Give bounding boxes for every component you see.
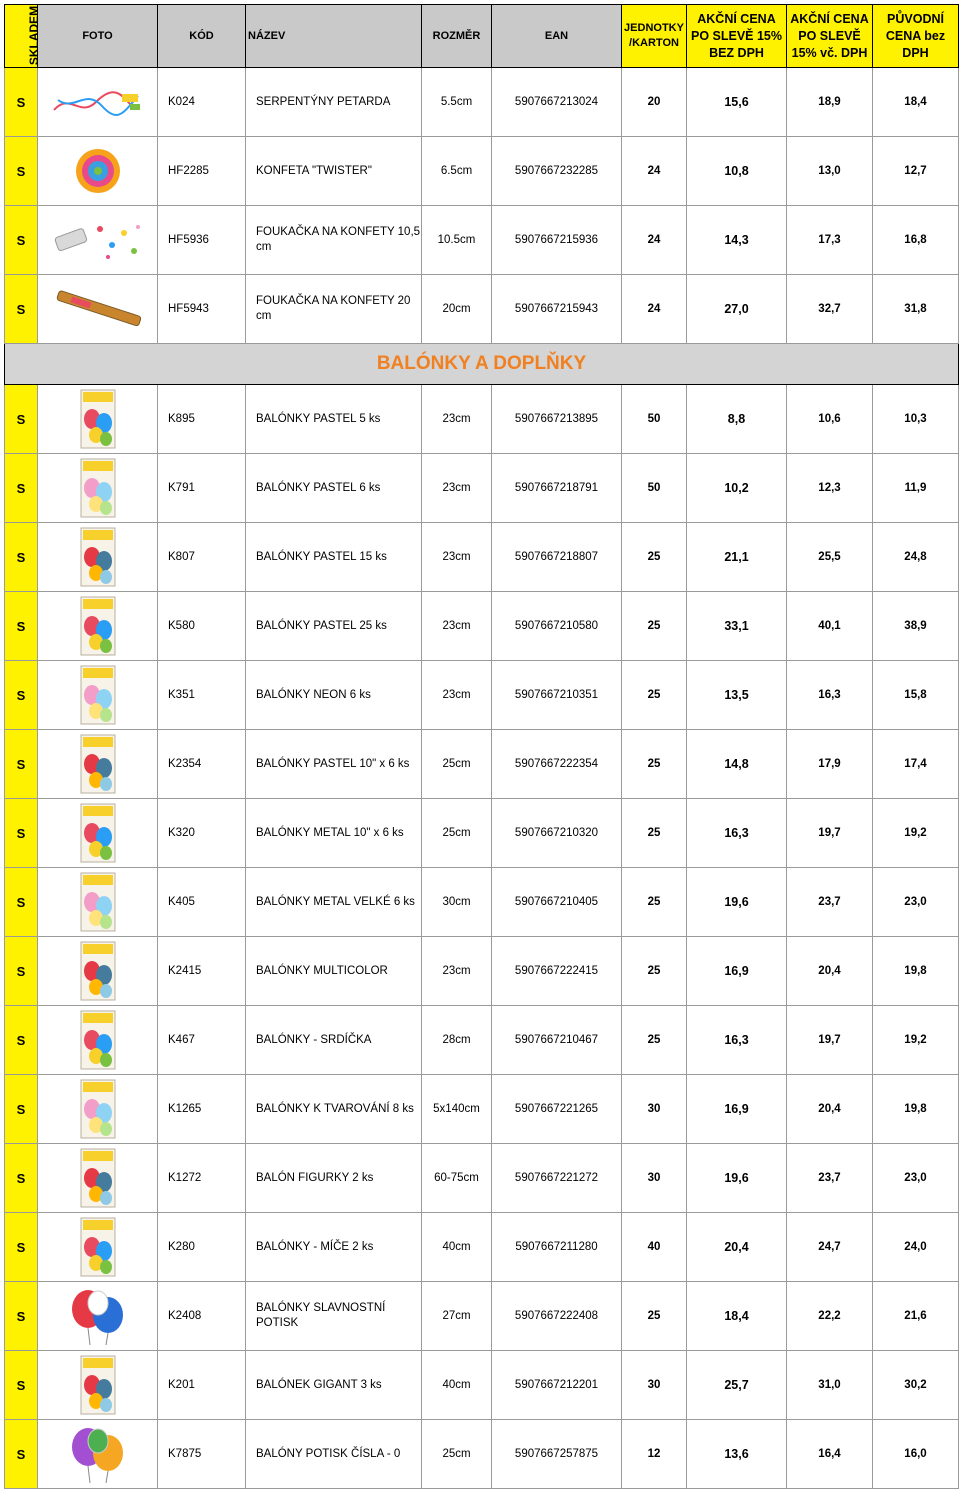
product-row bbox=[5, 68, 959, 137]
product-code: HF2285 bbox=[158, 137, 246, 206]
units-per-carton: 25 bbox=[622, 868, 687, 937]
original-price: 19,2 bbox=[873, 799, 959, 868]
product-code: K895 bbox=[158, 385, 246, 454]
product-photo bbox=[38, 1075, 158, 1144]
giant-balloon-pack-photo bbox=[38, 1355, 157, 1415]
product-photo bbox=[38, 385, 158, 454]
header-promo-inc-vat: AKČNÍ CENA PO SLEVĚ 15% vč. DPH bbox=[787, 5, 873, 68]
stock-cell: S bbox=[5, 137, 38, 206]
balloon-pack-photo bbox=[38, 389, 157, 449]
product-row bbox=[5, 454, 959, 523]
stock-cell: S bbox=[5, 1282, 38, 1351]
promo-price-ex-vat: 14,8 bbox=[687, 730, 787, 799]
promo-price-ex-vat: 19,6 bbox=[687, 868, 787, 937]
product-row bbox=[5, 1144, 959, 1213]
product-code: HF5936 bbox=[158, 206, 246, 275]
promo-price-ex-vat: 25,7 bbox=[687, 1351, 787, 1420]
product-name: KONFETA "TWISTER" bbox=[246, 137, 422, 206]
stock-cell: S bbox=[5, 1075, 38, 1144]
stock-cell: S bbox=[5, 661, 38, 730]
units-per-carton: 25 bbox=[622, 799, 687, 868]
serpentine-photo bbox=[38, 82, 157, 122]
product-ean: 5907667215936 bbox=[492, 206, 622, 275]
product-photo bbox=[38, 68, 158, 137]
product-code: K280 bbox=[158, 1213, 246, 1282]
product-code: K351 bbox=[158, 661, 246, 730]
product-code: K405 bbox=[158, 868, 246, 937]
promo-price-ex-vat: 16,3 bbox=[687, 1006, 787, 1075]
product-row bbox=[5, 799, 959, 868]
product-photo bbox=[38, 1351, 158, 1420]
product-photo bbox=[38, 937, 158, 1006]
promo-price-inc-vat: 16,3 bbox=[787, 661, 873, 730]
stock-cell: S bbox=[5, 68, 38, 137]
original-price: 11,9 bbox=[873, 454, 959, 523]
product-ean: 5907667221272 bbox=[492, 1144, 622, 1213]
ball-balloon-pack-photo bbox=[38, 1217, 157, 1277]
units-per-carton: 30 bbox=[622, 1351, 687, 1420]
stock-cell: S bbox=[5, 937, 38, 1006]
product-size: 27cm bbox=[422, 1282, 492, 1351]
product-size: 6.5cm bbox=[422, 137, 492, 206]
product-row bbox=[5, 1006, 959, 1075]
product-row bbox=[5, 937, 959, 1006]
original-price: 18,4 bbox=[873, 68, 959, 137]
balloon-pack-photo bbox=[38, 596, 157, 656]
stock-cell: S bbox=[5, 730, 38, 799]
product-name: BALÓNKY MULTICOLOR bbox=[246, 937, 422, 1006]
promo-price-ex-vat: 10,2 bbox=[687, 454, 787, 523]
product-code: K201 bbox=[158, 1351, 246, 1420]
units-per-carton: 25 bbox=[622, 730, 687, 799]
promo-price-inc-vat: 16,4 bbox=[787, 1420, 873, 1489]
balloon-pack-photo bbox=[38, 872, 157, 932]
original-price: 10,3 bbox=[873, 385, 959, 454]
original-price: 19,8 bbox=[873, 937, 959, 1006]
units-per-carton: 40 bbox=[622, 1213, 687, 1282]
product-photo bbox=[38, 799, 158, 868]
units-per-carton: 20 bbox=[622, 68, 687, 137]
product-row bbox=[5, 1420, 959, 1489]
product-size: 25cm bbox=[422, 799, 492, 868]
printed-balloons-photo bbox=[38, 1285, 157, 1347]
product-ean: 5907667222408 bbox=[492, 1282, 622, 1351]
promo-price-ex-vat: 16,3 bbox=[687, 799, 787, 868]
promo-price-ex-vat: 14,3 bbox=[687, 206, 787, 275]
product-size: 25cm bbox=[422, 1420, 492, 1489]
product-name: BALÓNKY PASTEL 5 ks bbox=[246, 385, 422, 454]
units-per-carton: 30 bbox=[622, 1075, 687, 1144]
header-photo: FOTO bbox=[38, 5, 158, 68]
product-code: K1272 bbox=[158, 1144, 246, 1213]
promo-price-inc-vat: 40,1 bbox=[787, 592, 873, 661]
stock-cell: S bbox=[5, 592, 38, 661]
promo-price-ex-vat: 15,6 bbox=[687, 68, 787, 137]
stock-cell: S bbox=[5, 1213, 38, 1282]
product-photo bbox=[38, 275, 158, 344]
product-name: BALÓNKY PASTEL 15 ks bbox=[246, 523, 422, 592]
units-per-carton: 24 bbox=[622, 137, 687, 206]
product-name: BALÓNKY SLAVNOSTNÍ POTISK bbox=[246, 1282, 422, 1351]
product-photo bbox=[38, 523, 158, 592]
product-ean: 5907667211280 bbox=[492, 1213, 622, 1282]
promo-price-ex-vat: 33,1 bbox=[687, 592, 787, 661]
original-price: 16,8 bbox=[873, 206, 959, 275]
product-name: FOUKAČKA NA KONFETY 20 cm bbox=[246, 275, 422, 344]
promo-price-ex-vat: 21,1 bbox=[687, 523, 787, 592]
product-size: 5.5cm bbox=[422, 68, 492, 137]
product-photo bbox=[38, 730, 158, 799]
original-price: 19,2 bbox=[873, 1006, 959, 1075]
product-code: K2354 bbox=[158, 730, 246, 799]
balloon-pack-photo bbox=[38, 665, 157, 725]
stock-cell: S bbox=[5, 275, 38, 344]
product-row bbox=[5, 1351, 959, 1420]
promo-price-ex-vat: 20,4 bbox=[687, 1213, 787, 1282]
original-price: 23,0 bbox=[873, 868, 959, 937]
product-row bbox=[5, 661, 959, 730]
product-size: 23cm bbox=[422, 592, 492, 661]
original-price: 24,8 bbox=[873, 523, 959, 592]
stock-cell: S bbox=[5, 206, 38, 275]
original-price: 31,8 bbox=[873, 275, 959, 344]
promo-price-inc-vat: 22,2 bbox=[787, 1282, 873, 1351]
units-per-carton: 12 bbox=[622, 1420, 687, 1489]
stock-cell: S bbox=[5, 1351, 38, 1420]
balloon-pack-photo bbox=[38, 803, 157, 863]
product-code: K2415 bbox=[158, 937, 246, 1006]
product-name: BALÓNKY K TVAROVÁNÍ 8 ks bbox=[246, 1075, 422, 1144]
product-size: 40cm bbox=[422, 1351, 492, 1420]
product-code: K320 bbox=[158, 799, 246, 868]
promo-price-ex-vat: 19,6 bbox=[687, 1144, 787, 1213]
product-ean: 5907667210320 bbox=[492, 799, 622, 868]
product-code: K791 bbox=[158, 454, 246, 523]
promo-price-inc-vat: 13,0 bbox=[787, 137, 873, 206]
product-photo bbox=[38, 1282, 158, 1351]
header-original-price: PŮVODNÍ CENA bez DPH bbox=[873, 5, 959, 68]
original-price: 24,0 bbox=[873, 1213, 959, 1282]
product-photo bbox=[38, 454, 158, 523]
product-code: K7875 bbox=[158, 1420, 246, 1489]
stock-cell: S bbox=[5, 1006, 38, 1075]
confetti-twister-photo bbox=[38, 146, 157, 196]
stock-cell: S bbox=[5, 523, 38, 592]
promo-price-inc-vat: 31,0 bbox=[787, 1351, 873, 1420]
product-ean: 5907667210351 bbox=[492, 661, 622, 730]
product-ean: 5907667213024 bbox=[492, 68, 622, 137]
product-code: K580 bbox=[158, 592, 246, 661]
product-photo bbox=[38, 1006, 158, 1075]
promo-price-inc-vat: 19,7 bbox=[787, 1006, 873, 1075]
original-price: 30,2 bbox=[873, 1351, 959, 1420]
promo-price-ex-vat: 18,4 bbox=[687, 1282, 787, 1351]
product-name: BALÓNKY - SRDÍČKA bbox=[246, 1006, 422, 1075]
promo-price-ex-vat: 8,8 bbox=[687, 385, 787, 454]
product-code: K024 bbox=[158, 68, 246, 137]
figure-balloon-pack-photo bbox=[38, 1148, 157, 1208]
promo-price-inc-vat: 17,3 bbox=[787, 206, 873, 275]
product-name: SERPENTÝNY PETARDA bbox=[246, 68, 422, 137]
product-photo bbox=[38, 1213, 158, 1282]
promo-price-inc-vat: 23,7 bbox=[787, 868, 873, 937]
product-ean: 5907667212201 bbox=[492, 1351, 622, 1420]
product-ean: 5907667232285 bbox=[492, 137, 622, 206]
original-price: 21,6 bbox=[873, 1282, 959, 1351]
header-stock: SKLADEM bbox=[5, 5, 38, 68]
header-promo-ex-vat: AKČNÍ CENA PO SLEVĚ 15% BEZ DPH bbox=[687, 5, 787, 68]
product-photo bbox=[38, 1420, 158, 1489]
promo-price-inc-vat: 18,9 bbox=[787, 68, 873, 137]
section-row bbox=[5, 344, 959, 385]
units-per-carton: 25 bbox=[622, 1006, 687, 1075]
header-size: ROZMĚR bbox=[422, 5, 492, 68]
product-size: 20cm bbox=[422, 275, 492, 344]
product-name: BALÓNKY PASTEL 6 ks bbox=[246, 454, 422, 523]
product-ean: 5907667222354 bbox=[492, 730, 622, 799]
product-row bbox=[5, 1213, 959, 1282]
product-name: BALÓNKY METAL VELKÉ 6 ks bbox=[246, 868, 422, 937]
original-price: 23,0 bbox=[873, 1144, 959, 1213]
product-photo bbox=[38, 137, 158, 206]
promo-price-inc-vat: 12,3 bbox=[787, 454, 873, 523]
product-name: FOUKAČKA NA KONFETY 10,5 cm bbox=[246, 206, 422, 275]
product-name: BALÓNKY PASTEL 25 ks bbox=[246, 592, 422, 661]
promo-price-ex-vat: 13,5 bbox=[687, 661, 787, 730]
product-ean: 5907667210467 bbox=[492, 1006, 622, 1075]
product-ean: 5907667222415 bbox=[492, 937, 622, 1006]
original-price: 12,7 bbox=[873, 137, 959, 206]
product-name: BALÓNKY - MÍČE 2 ks bbox=[246, 1213, 422, 1282]
product-row bbox=[5, 730, 959, 799]
units-per-carton: 25 bbox=[622, 592, 687, 661]
product-row bbox=[5, 385, 959, 454]
product-row bbox=[5, 275, 959, 344]
product-photo bbox=[38, 868, 158, 937]
product-size: 10.5cm bbox=[422, 206, 492, 275]
confetti-tube-photo bbox=[38, 289, 157, 329]
product-code: K1265 bbox=[158, 1075, 246, 1144]
product-name: BALÓN FIGURKY 2 ks bbox=[246, 1144, 422, 1213]
original-price: 38,9 bbox=[873, 592, 959, 661]
promo-price-inc-vat: 20,4 bbox=[787, 1075, 873, 1144]
balloon-pack-photo bbox=[38, 941, 157, 1001]
promo-price-inc-vat: 25,5 bbox=[787, 523, 873, 592]
units-per-carton: 24 bbox=[622, 275, 687, 344]
stock-cell: S bbox=[5, 454, 38, 523]
product-size: 23cm bbox=[422, 523, 492, 592]
product-ean: 5907667257875 bbox=[492, 1420, 622, 1489]
promo-price-inc-vat: 20,4 bbox=[787, 937, 873, 1006]
price-list-sheet bbox=[4, 4, 958, 1489]
product-size: 40cm bbox=[422, 1213, 492, 1282]
stock-cell: S bbox=[5, 385, 38, 454]
units-per-carton: 50 bbox=[622, 454, 687, 523]
price-list-table bbox=[4, 4, 959, 1489]
product-code: K807 bbox=[158, 523, 246, 592]
original-price: 17,4 bbox=[873, 730, 959, 799]
product-row bbox=[5, 1075, 959, 1144]
product-size: 25cm bbox=[422, 730, 492, 799]
product-name: BALÓNKY PASTEL 10" x 6 ks bbox=[246, 730, 422, 799]
stock-cell: S bbox=[5, 868, 38, 937]
product-size: 23cm bbox=[422, 661, 492, 730]
header-name: NÁZEV bbox=[246, 5, 422, 68]
product-code: K2408 bbox=[158, 1282, 246, 1351]
promo-price-inc-vat: 19,7 bbox=[787, 799, 873, 868]
product-code: HF5943 bbox=[158, 275, 246, 344]
promo-price-inc-vat: 23,7 bbox=[787, 1144, 873, 1213]
stock-cell: S bbox=[5, 1420, 38, 1489]
original-price: 15,8 bbox=[873, 661, 959, 730]
product-name: BALÓNEK GIGANT 3 ks bbox=[246, 1351, 422, 1420]
promo-price-inc-vat: 24,7 bbox=[787, 1213, 873, 1282]
section-title: BALÓNKY A DOPLŇKY bbox=[5, 344, 959, 385]
original-price: 16,0 bbox=[873, 1420, 959, 1489]
product-ean: 5907667218807 bbox=[492, 523, 622, 592]
heart-balloon-pack-photo bbox=[38, 1010, 157, 1070]
promo-price-ex-vat: 16,9 bbox=[687, 1075, 787, 1144]
promo-price-inc-vat: 17,9 bbox=[787, 730, 873, 799]
balloon-pack-photo bbox=[38, 458, 157, 518]
product-row bbox=[5, 137, 959, 206]
units-per-carton: 24 bbox=[622, 206, 687, 275]
confetti-cannon-photo bbox=[38, 215, 157, 265]
header-ean: EAN bbox=[492, 5, 622, 68]
product-size: 23cm bbox=[422, 454, 492, 523]
header-units: JEDNOTKY /KARTON bbox=[622, 5, 687, 68]
header-row bbox=[5, 5, 959, 68]
product-size: 28cm bbox=[422, 1006, 492, 1075]
product-size: 30cm bbox=[422, 868, 492, 937]
product-row bbox=[5, 523, 959, 592]
product-photo bbox=[38, 1144, 158, 1213]
units-per-carton: 25 bbox=[622, 937, 687, 1006]
promo-price-ex-vat: 13,6 bbox=[687, 1420, 787, 1489]
product-row bbox=[5, 1282, 959, 1351]
product-row bbox=[5, 592, 959, 661]
product-ean: 5907667210405 bbox=[492, 868, 622, 937]
stock-cell: S bbox=[5, 799, 38, 868]
product-ean: 5907667210580 bbox=[492, 592, 622, 661]
product-ean: 5907667215943 bbox=[492, 275, 622, 344]
product-size: 23cm bbox=[422, 385, 492, 454]
original-price: 19,8 bbox=[873, 1075, 959, 1144]
units-per-carton: 25 bbox=[622, 523, 687, 592]
product-ean: 5907667218791 bbox=[492, 454, 622, 523]
units-per-carton: 30 bbox=[622, 1144, 687, 1213]
product-row bbox=[5, 206, 959, 275]
product-name: BALÓNY POTISK ČÍSLA - 0 bbox=[246, 1420, 422, 1489]
promo-price-ex-vat: 16,9 bbox=[687, 937, 787, 1006]
product-ean: 5907667213895 bbox=[492, 385, 622, 454]
units-per-carton: 50 bbox=[622, 385, 687, 454]
promo-price-inc-vat: 32,7 bbox=[787, 275, 873, 344]
product-name: BALÓNKY METAL 10" x 6 ks bbox=[246, 799, 422, 868]
product-code: K467 bbox=[158, 1006, 246, 1075]
units-per-carton: 25 bbox=[622, 1282, 687, 1351]
promo-price-inc-vat: 10,6 bbox=[787, 385, 873, 454]
balloon-pack-photo bbox=[38, 734, 157, 794]
number-balloons-photo bbox=[38, 1423, 157, 1485]
product-photo bbox=[38, 206, 158, 275]
stock-cell: S bbox=[5, 1144, 38, 1213]
product-name: BALÓNKY NEON 6 ks bbox=[246, 661, 422, 730]
header-code: KÓD bbox=[158, 5, 246, 68]
product-size: 23cm bbox=[422, 937, 492, 1006]
product-row bbox=[5, 868, 959, 937]
product-ean: 5907667221265 bbox=[492, 1075, 622, 1144]
balloon-pack-photo bbox=[38, 527, 157, 587]
product-photo bbox=[38, 592, 158, 661]
promo-price-ex-vat: 27,0 bbox=[687, 275, 787, 344]
units-per-carton: 25 bbox=[622, 661, 687, 730]
product-size: 5x140cm bbox=[422, 1075, 492, 1144]
modelling-balloon-pack-photo bbox=[38, 1079, 157, 1139]
promo-price-ex-vat: 10,8 bbox=[687, 137, 787, 206]
product-size: 60-75cm bbox=[422, 1144, 492, 1213]
product-photo bbox=[38, 661, 158, 730]
